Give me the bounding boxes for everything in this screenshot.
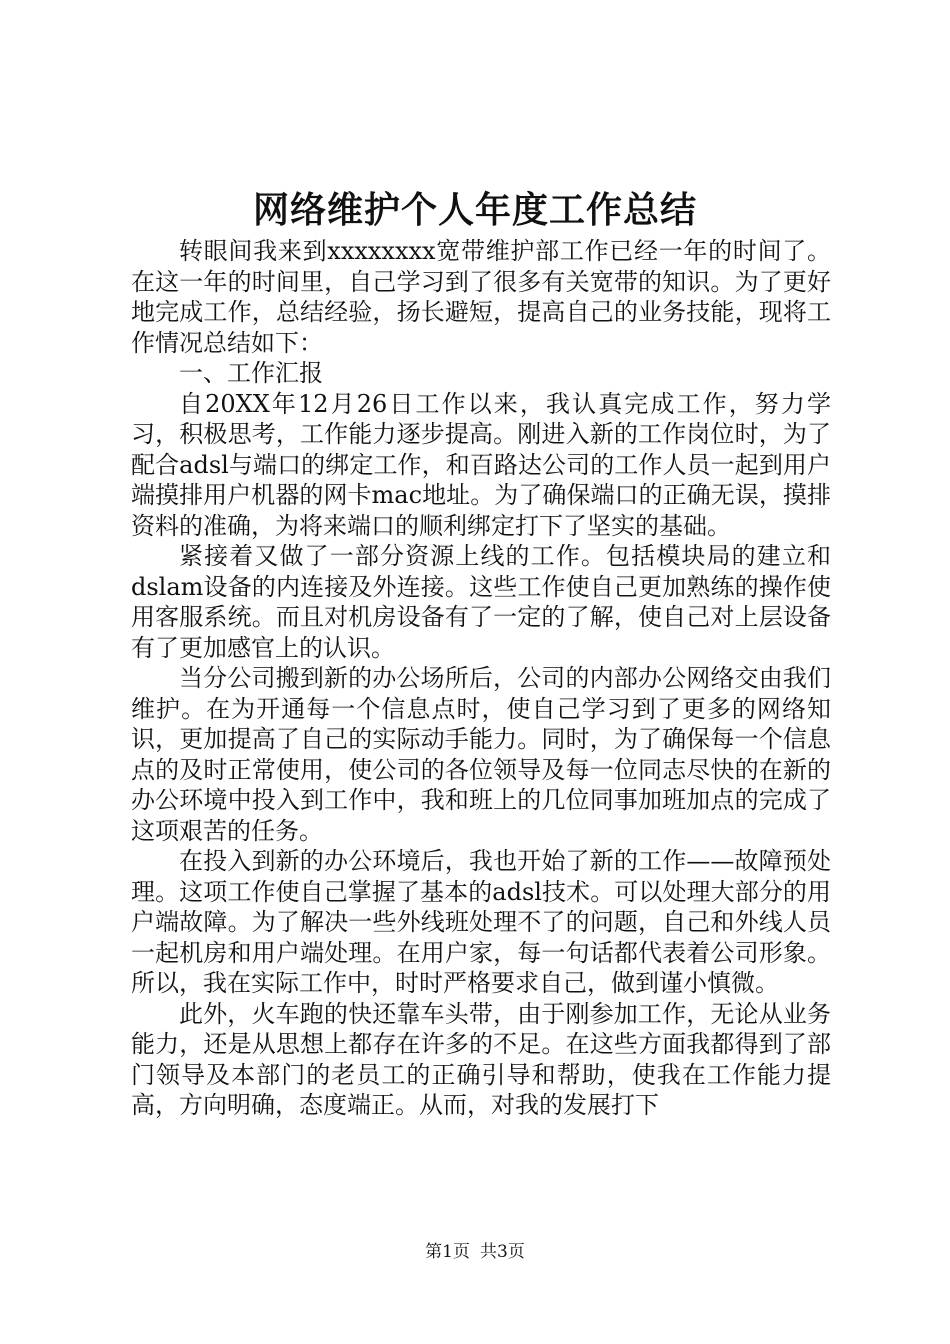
paragraph: 此外，火车跑的快还靠车头带，由于刚参加工作，无论从业务能力，还是从思想上都存在许多的不足。在这些方面我都得到了部门领导及本部门的老员工的正确引导和帮助，使我在工作能力提高，方向明确，态度端正。从而，对我的发展打下	[131, 999, 831, 1119]
paragraph: 在投入到新的办公环境后，我也开始了新的工作——故障预处理。这项工作使自己掌握了基本的adsl技术。可以处理大部分的用户端故障。为了解决一些外线班处理不了的问题，自己和外线人员一起机房和用户端处理。在用户家，每一句话都代表着公司形象。所以，我在实际工作中，时时严格要求自己，做到谨小慎微。	[131, 847, 831, 997]
page-number: 第1页	[425, 1242, 470, 1262]
document-body	[131, 236, 831, 1121]
paragraph: 紧接着又做了一部分资源上线的工作。包括模块局的建立和dslam设备的内连接及外连接。这些工作使自己更加熟练的操作使用客服系统。而且对机房设备有了一定的了解，使自己对上层设备有了更加感官上的认识。	[131, 542, 831, 662]
paragraph-intro: 转眼间我来到xxxxxxxx宽带维护部工作已经一年的时间了。在这一年的时间里，自己学习到了很多有关宽带的知识。为了更好地完成工作，总结经验，扬长避短，提高自己的业务技能，现将工作情况总结如下：	[131, 237, 831, 357]
paragraph: 自20XX年12月26日工作以来，我认真完成工作，努力学习，积极思考，工作能力逐步提高。刚进入新的工作岗位时，为了配合adsl与端口的绑定工作，和百路达公司的工作人员一起到用户端摸排用户机器的网卡mac地址。为了确保端口的正确无误，摸排资料的准确，为将来端口的顺利绑定打下了坚实的基础。	[131, 389, 831, 540]
section-heading: 一、工作汇报	[179, 359, 323, 387]
page-total: 共3页	[480, 1242, 525, 1262]
document-title: 网络维护个人年度工作总结	[252, 189, 697, 231]
page-footer	[0, 1240, 950, 1264]
paragraph: 当分公司搬到新的办公场所后，公司的内部办公网络交由我们维护。在为开通每一个信息点时，使自己学习到了更多的网络知识，更加提高了自己的实际动手能力。同时，为了确保每一个信息点的及时正常使用，使公司的各位领导及每一位同志尽快的在新的办公环境中投入到工作中，我和班上的几位同事加班加点的完成了这项艰苦的任务。	[131, 664, 831, 845]
